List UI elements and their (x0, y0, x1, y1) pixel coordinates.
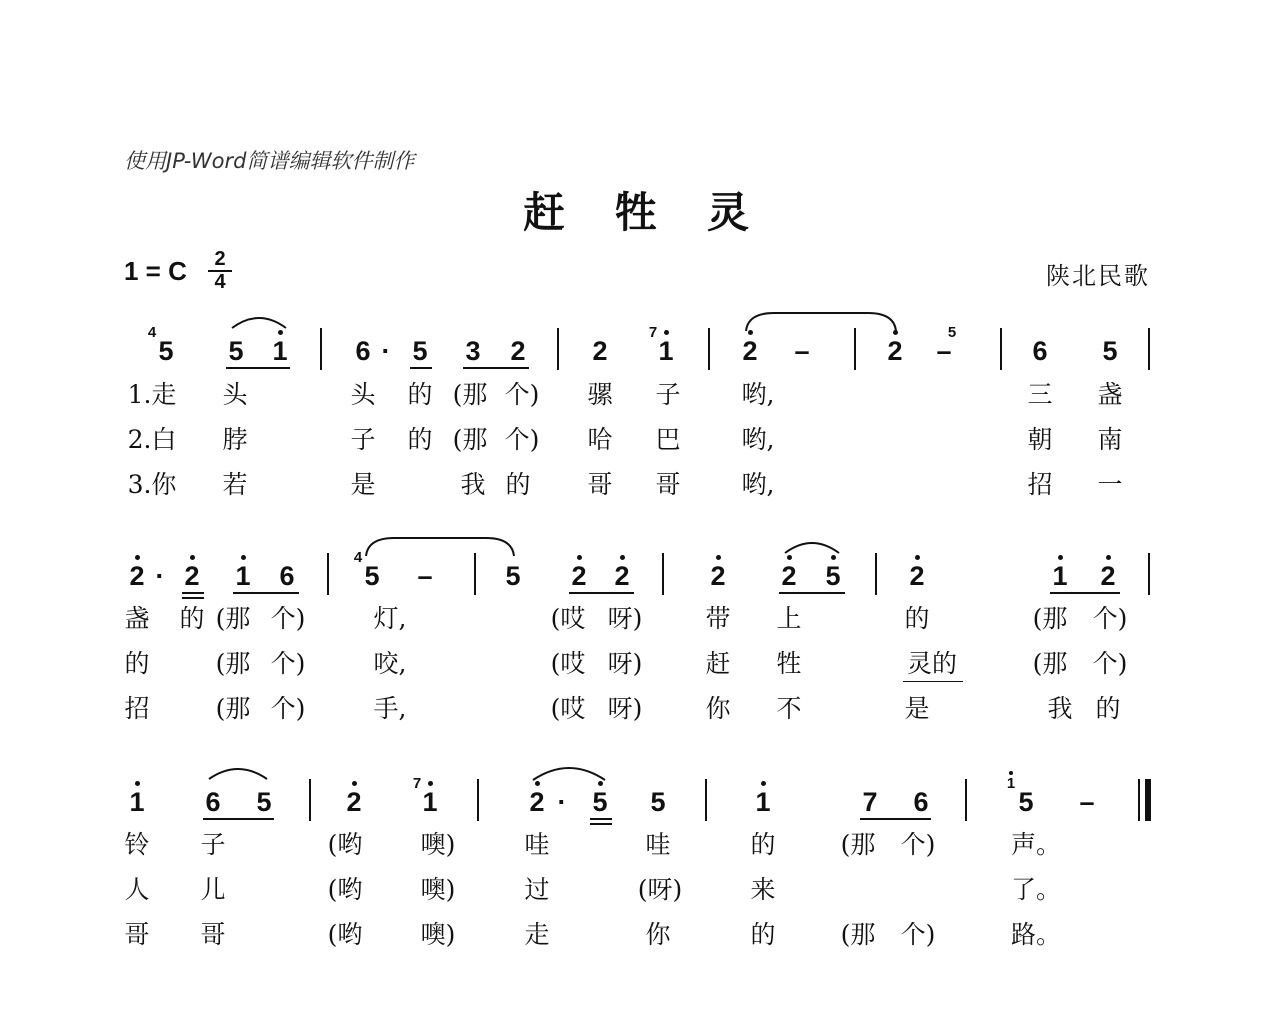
grace-note: 7 (412, 775, 422, 792)
note: 2 (510, 336, 526, 366)
lyric: 噢) (420, 830, 456, 859)
lyric: 你 (645, 920, 671, 949)
augmentation-dot: · (155, 561, 165, 591)
lyric: 噢) (420, 920, 456, 949)
underline (463, 367, 529, 369)
lyric: 个) (1092, 649, 1128, 678)
slur (783, 537, 841, 555)
note: 2 (614, 561, 630, 591)
lyric: (哟 (327, 920, 363, 949)
lyric: 招 (124, 694, 150, 723)
note: 6 (205, 787, 221, 817)
bar-line (320, 328, 322, 370)
lyric: 咬, (373, 649, 407, 678)
note: 5 (505, 561, 521, 591)
lyric: 骡 (587, 380, 613, 409)
dash: – (794, 336, 810, 366)
lyric: 盏 (1097, 380, 1123, 409)
note: 5 (256, 787, 272, 817)
lyric: 灯, (373, 604, 407, 633)
lyric: 铃 (124, 830, 150, 859)
bar-line (474, 553, 476, 595)
lyric: (哟 (327, 875, 363, 904)
underline (226, 367, 290, 369)
bar-line (1148, 328, 1150, 370)
bar-line (1148, 553, 1150, 595)
lyric: 呀) (607, 649, 643, 678)
note: 1 (272, 336, 288, 366)
lyric: 的 (1095, 694, 1121, 723)
lyric: 脖 (222, 425, 248, 454)
underline (590, 818, 612, 820)
note: 2 (887, 336, 903, 366)
song-title: 赶牲灵 (522, 188, 799, 237)
high-octave-dot (135, 555, 140, 560)
lyric: 南 (1097, 425, 1123, 454)
lyric: 1.走 (127, 380, 177, 409)
note: 5 (825, 561, 841, 591)
lyric: 的 (124, 649, 150, 678)
augmentation-dot: · (381, 336, 391, 366)
lyric: 头 (350, 380, 376, 409)
lyric: 哥 (587, 470, 613, 499)
note: 6 (279, 561, 295, 591)
high-octave-dot (135, 781, 140, 786)
lyric: 我 (1047, 694, 1073, 723)
note: 5 (650, 787, 666, 817)
lyric: 个) (270, 694, 306, 723)
underline (410, 367, 432, 369)
lyric: 的 (407, 380, 433, 409)
bar-line (875, 553, 877, 595)
lyric: 朝 (1027, 425, 1053, 454)
lyric: 哥 (124, 920, 150, 949)
lyric: 三 (1027, 380, 1053, 409)
lyric: 路。 (1010, 920, 1061, 949)
lyric: 哇 (524, 830, 550, 859)
note: 2 (710, 561, 726, 591)
lyric: 的 (750, 920, 776, 949)
note: 2 (184, 561, 200, 591)
underline (779, 592, 845, 594)
final-bar-line-thick (1145, 779, 1151, 821)
lyric: 牲 (776, 649, 802, 678)
lyric: 哥 (200, 920, 226, 949)
lyric: (那 (1032, 649, 1068, 678)
lyric: 个) (270, 649, 306, 678)
note: 1 (422, 787, 438, 817)
bar-line (1000, 328, 1002, 370)
lyric: 是 (904, 694, 930, 723)
dash: – (417, 561, 433, 591)
high-octave-dot (428, 781, 433, 786)
high-octave-dot (761, 781, 766, 786)
bar-line (309, 779, 311, 821)
dash: – (936, 336, 952, 366)
bar-line (854, 328, 856, 370)
underline (203, 818, 274, 820)
high-octave-dot (893, 330, 898, 335)
note: 1 (658, 336, 674, 366)
lyric: 盏 (124, 604, 150, 633)
lyric: 的 (179, 604, 205, 633)
note: 5 (412, 336, 428, 366)
lyric: 招 (1027, 470, 1053, 499)
grace-note: 4 (147, 324, 157, 341)
slur (531, 762, 607, 782)
lyric: 子 (350, 425, 376, 454)
high-octave-dot (620, 555, 625, 560)
note: 2 (129, 561, 145, 591)
lyric-underline (903, 681, 963, 682)
grace-note: 7 (648, 324, 658, 341)
note: 6 (913, 787, 929, 817)
lyric: 一 (1097, 470, 1123, 499)
high-octave-dot (787, 555, 792, 560)
lyric: (哎 (550, 694, 586, 723)
lyric: (那 (452, 425, 488, 454)
slur (207, 763, 269, 781)
lyric: 哥 (655, 470, 681, 499)
lyric: 个) (504, 425, 540, 454)
tie (364, 536, 516, 558)
underline (182, 597, 204, 599)
lyric: (那 (215, 649, 251, 678)
high-octave-dot (716, 555, 721, 560)
note: 7 (862, 787, 878, 817)
lyric: 儿 (200, 875, 226, 904)
software-credit: 使用JP-Word简谱编辑软件制作 (124, 149, 415, 173)
note: 5 (1018, 787, 1034, 817)
lyric: 2.白 (127, 425, 177, 454)
grace-note: 1 (1006, 775, 1016, 792)
lyric: 哟, (741, 380, 775, 409)
lyric: 的 (904, 604, 930, 633)
note: 6 (355, 336, 371, 366)
lyric: 个) (270, 604, 306, 633)
lyric: 声。 (1010, 830, 1061, 859)
high-octave-dot (1009, 771, 1013, 775)
lyric: 个) (900, 920, 936, 949)
slur (230, 312, 288, 330)
lyric: (那 (215, 694, 251, 723)
underline (569, 592, 634, 594)
lyric: 的 (505, 470, 531, 499)
lyric: 走 (524, 920, 550, 949)
key-signature: 1 = C (124, 256, 187, 286)
lyric: 来 (750, 875, 776, 904)
high-octave-dot (278, 330, 283, 335)
lyric: 上 (776, 604, 802, 633)
note: 1 (235, 561, 251, 591)
lyric: 头 (222, 380, 248, 409)
time-signature (208, 250, 232, 292)
lyric: 噢) (420, 875, 456, 904)
final-bar-line-thin (1138, 779, 1140, 821)
bar-line (965, 779, 967, 821)
note: 5 (158, 336, 174, 366)
note: 2 (909, 561, 925, 591)
lyric: 了。 (1010, 875, 1061, 904)
lyric: 子 (200, 830, 226, 859)
lyric: 若 (222, 470, 248, 499)
note: 5 (1102, 336, 1118, 366)
underline (182, 592, 204, 594)
lyric: 是 (350, 470, 376, 499)
grace-note: 4 (353, 549, 363, 566)
bar-line (557, 328, 559, 370)
high-octave-dot (190, 555, 195, 560)
lyric: 哈 (587, 425, 613, 454)
lyric: 巴 (655, 425, 681, 454)
bar-line (477, 779, 479, 821)
lyric: 3.你 (127, 470, 177, 499)
note: 2 (571, 561, 587, 591)
lyric: (那 (840, 830, 876, 859)
lyric: 呀) (607, 604, 643, 633)
lyric: 子 (655, 380, 681, 409)
note: 3 (465, 336, 481, 366)
lyric: 的 (750, 830, 776, 859)
bar-line (708, 328, 710, 370)
note: 1 (129, 787, 145, 817)
lyric: 个) (900, 830, 936, 859)
note: 1 (755, 787, 771, 817)
augmentation-dot: · (557, 787, 567, 817)
high-octave-dot (831, 555, 836, 560)
note: 5 (592, 787, 608, 817)
lyric: 赶 (705, 649, 731, 678)
high-octave-dot (352, 781, 357, 786)
note: 1 (1052, 561, 1068, 591)
lyric: 不 (776, 694, 802, 723)
note: 2 (781, 561, 797, 591)
bar-line (327, 553, 329, 595)
lyric: 的 (407, 425, 433, 454)
note: 2 (742, 336, 758, 366)
lyric: (那 (452, 380, 488, 409)
lyric: (哟 (327, 830, 363, 859)
underline (860, 818, 931, 820)
time-signature-bottom: 4 (214, 271, 226, 293)
note: 2 (592, 336, 608, 366)
note: 5 (228, 336, 244, 366)
underline (233, 592, 299, 594)
lyric: 手, (373, 694, 407, 723)
lyric: 带 (705, 604, 731, 633)
lyric: 人 (124, 875, 150, 904)
dash: – (1079, 787, 1095, 817)
lyric: 过 (524, 875, 550, 904)
note: 2 (346, 787, 362, 817)
lyric: (哎 (550, 604, 586, 633)
lyric: (那 (1032, 604, 1068, 633)
note: 2 (529, 787, 545, 817)
tie (744, 311, 898, 333)
underline (1050, 592, 1120, 594)
lyric: 个) (1092, 604, 1128, 633)
lyric: 个) (504, 380, 540, 409)
high-octave-dot (915, 555, 920, 560)
lyric: (那 (215, 604, 251, 633)
lyric: 呀) (607, 694, 643, 723)
high-octave-dot (664, 330, 669, 335)
lyric: 哇 (645, 830, 671, 859)
high-octave-dot (1058, 555, 1063, 560)
high-octave-dot (1106, 555, 1111, 560)
grace-note: 5 (947, 324, 957, 341)
note: 6 (1032, 336, 1048, 366)
underline (590, 823, 612, 825)
lyric: (那 (840, 920, 876, 949)
time-signature-top: 2 (214, 248, 226, 270)
note: 2 (1100, 561, 1116, 591)
lyric: 哟, (741, 470, 775, 499)
lyric: (哎 (550, 649, 586, 678)
lyric: 我 (460, 470, 486, 499)
note: 5 (364, 561, 380, 591)
lyric: (呀) (637, 875, 683, 904)
high-octave-dot (577, 555, 582, 560)
high-octave-dot (241, 555, 246, 560)
bar-line (705, 779, 707, 821)
song-origin: 陕北民歌 (1046, 262, 1150, 290)
lyric: 灵的 (906, 649, 957, 678)
lyric: 哟, (741, 425, 775, 454)
bar-line (662, 553, 664, 595)
lyric: 你 (705, 694, 731, 723)
